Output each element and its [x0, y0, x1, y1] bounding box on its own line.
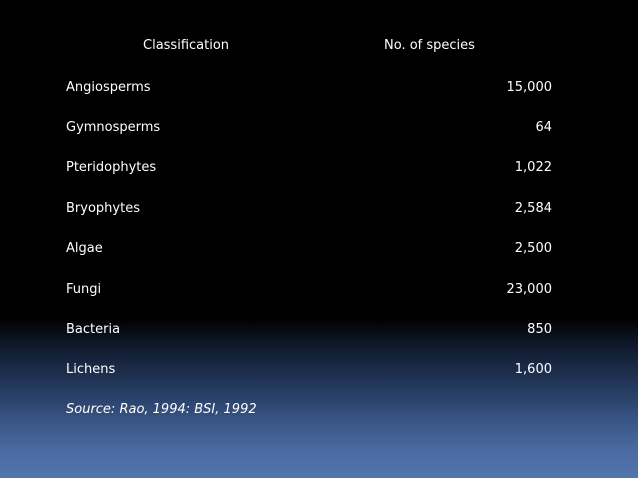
table-row [66, 160, 552, 180]
species-count: 2,500 [514, 241, 552, 256]
species-count: 2,584 [514, 201, 552, 216]
table-row [66, 282, 552, 302]
species-count: 15,000 [506, 80, 552, 95]
species-count: 64 [535, 120, 552, 135]
species-count: 1,600 [514, 362, 552, 377]
species-count-header: No. of species [384, 38, 475, 53]
table-row [66, 120, 552, 140]
classification-name: Fungi [66, 282, 102, 297]
table-row [66, 201, 552, 221]
classification-name: Bryophytes [66, 201, 140, 216]
source-citation: Source: Rao, 1994: BSI, 1992 [66, 402, 257, 417]
classification-name: Gymnosperms [66, 120, 161, 135]
species-count: 850 [527, 322, 552, 337]
species-count: 1,022 [514, 160, 552, 175]
classification-header: Classification [143, 38, 230, 53]
table-row [66, 241, 552, 261]
table-row [66, 322, 552, 342]
classification-name: Bacteria [66, 322, 121, 337]
table-row [66, 80, 552, 100]
classification-name: Pteridophytes [66, 160, 157, 175]
table-row [66, 362, 552, 382]
species-count: 23,000 [506, 282, 552, 297]
classification-name: Algae [66, 241, 103, 256]
classification-name: Angiosperms [66, 80, 151, 95]
classification-name: Lichens [66, 362, 116, 377]
